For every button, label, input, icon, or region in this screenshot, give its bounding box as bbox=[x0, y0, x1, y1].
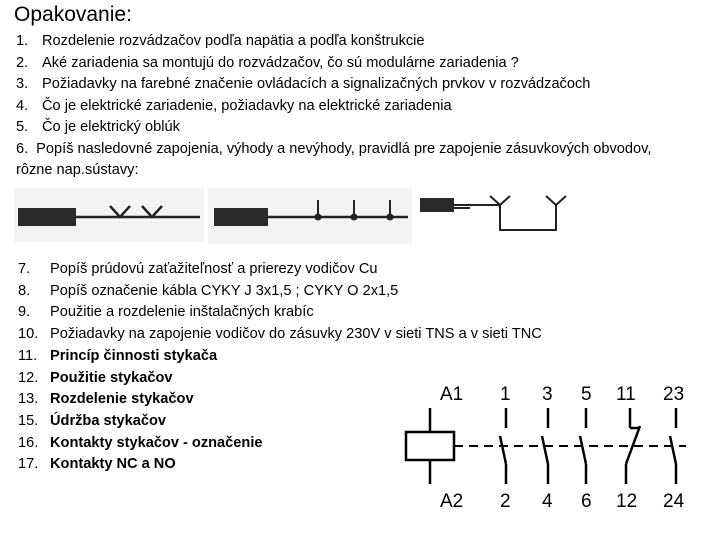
item-text: Princíp činnosti stykača bbox=[50, 347, 218, 364]
item-number: 13. bbox=[18, 391, 39, 408]
item-text: Požiadavky na zapojenie vodičov do zásuvky 230V v sieti TNS a v sieti TNC bbox=[50, 326, 542, 343]
list-item bbox=[0, 53, 656, 75]
item-number: 9. bbox=[18, 304, 31, 321]
item-number: 15. bbox=[18, 412, 39, 429]
item-number: 1. bbox=[16, 33, 29, 49]
item-text: Použitie a rozdelenie inštalačných krabíc bbox=[50, 304, 314, 321]
item-number: 16. bbox=[18, 434, 39, 451]
terminal-label-top: 1 bbox=[500, 384, 511, 405]
terminal-label-top: A1 bbox=[440, 384, 464, 405]
terminal-label-bottom: 24 bbox=[663, 491, 685, 512]
terminal-label-top: 3 bbox=[542, 384, 553, 405]
item-text: Popíš nasledovné zapojenia, výhody a nevýhody, pravidlá pre zapojenie zásuvkových obvodov, rôzne nap.sústavy: bbox=[16, 140, 652, 178]
wiring-diagram-3 bbox=[414, 186, 570, 238]
list-item bbox=[0, 74, 656, 96]
item-text: Kontakty NC a NO bbox=[50, 456, 176, 473]
item-text: Popíš prúdovú zaťažiteľnosť a prierezy vodičov Cu bbox=[50, 261, 378, 277]
item-number: 6. bbox=[16, 140, 29, 157]
item-number: 5. bbox=[16, 119, 29, 135]
item-number: 17. bbox=[18, 456, 39, 473]
list-item bbox=[0, 259, 542, 281]
item-number: 4. bbox=[16, 97, 29, 114]
list-item bbox=[0, 281, 542, 303]
page-title: Opakovanie: bbox=[14, 3, 132, 26]
item-text: Kontakty stykačov - označenie bbox=[50, 434, 263, 451]
wiring-diagram-2 bbox=[208, 188, 412, 244]
item-text: Popíš označenie kábla CYKY J 3x1,5 ; CYKY O 2x1,5 bbox=[50, 282, 399, 299]
item-text: Aké zariadenia sa montujú do rozvádzačov, čo sú modulárne zariadenia ? bbox=[42, 54, 519, 71]
question-list-top bbox=[0, 31, 656, 182]
list-item bbox=[0, 117, 656, 139]
item-number: 3. bbox=[16, 76, 29, 92]
terminal-label-top: 23 bbox=[663, 384, 685, 405]
terminal-label-bottom: 4 bbox=[542, 491, 553, 512]
item-number: 12. bbox=[18, 369, 39, 386]
list-item bbox=[0, 31, 656, 53]
terminal-label-bottom: A2 bbox=[440, 491, 464, 512]
list-item bbox=[0, 346, 542, 368]
terminal-label-bottom: 2 bbox=[500, 491, 511, 512]
item-number: 2. bbox=[16, 54, 29, 71]
item-text: Údržba stykačov bbox=[50, 412, 166, 429]
item-text: Požiadavky na farebné značenie ovládacích a signalizačných prvkov v rozvádzačoch bbox=[42, 76, 591, 92]
item-number: 8. bbox=[18, 282, 31, 299]
contactor-symbol-diagram bbox=[400, 376, 700, 516]
contact-no-23-24 bbox=[670, 408, 676, 484]
terminal-label-bottom: 12 bbox=[616, 491, 638, 512]
item-text: Rozdelenie rozvádzačov podľa napätia a podľa konštrukcie bbox=[42, 33, 425, 49]
list-item bbox=[0, 139, 656, 182]
item-text: Použitie stykačov bbox=[50, 369, 173, 386]
contact-no-3 bbox=[580, 408, 586, 484]
item-text: Čo je elektrický oblúk bbox=[42, 119, 180, 135]
list-item bbox=[0, 324, 542, 346]
item-number: 7. bbox=[18, 261, 31, 277]
item-number: 10. bbox=[18, 326, 39, 343]
terminal-label-bottom: 6 bbox=[581, 491, 592, 512]
terminal-label-top: 11 bbox=[616, 384, 636, 405]
list-item bbox=[0, 96, 656, 118]
wiring-diagram-1 bbox=[14, 188, 204, 242]
terminal-label-top: 5 bbox=[581, 384, 592, 405]
item-number: 11. bbox=[18, 347, 38, 364]
item-text: Čo je elektrické zariadenie, požiadavky na elektrické zariadenia bbox=[42, 97, 452, 114]
item-text: Rozdelenie stykačov bbox=[50, 391, 194, 408]
coil-symbol bbox=[406, 408, 454, 484]
list-item bbox=[0, 302, 542, 324]
